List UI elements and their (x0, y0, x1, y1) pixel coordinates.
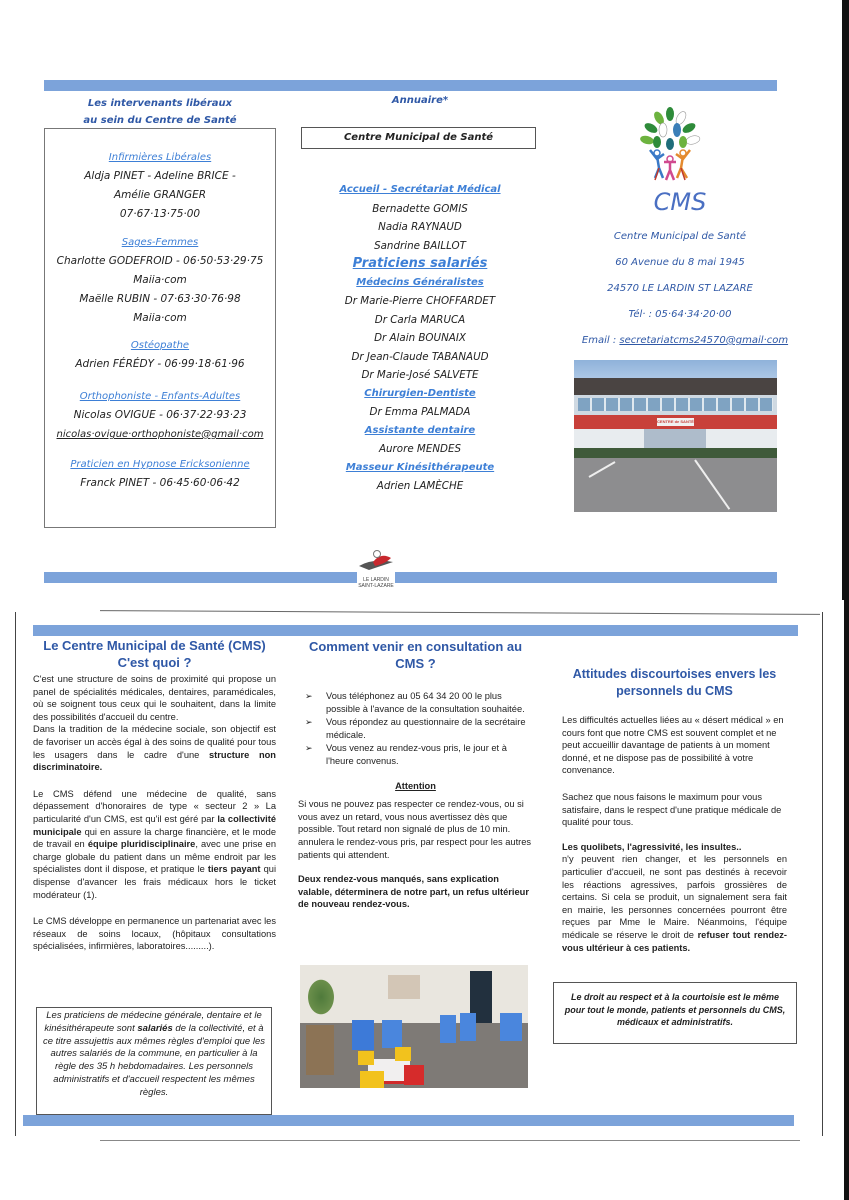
step-text: Vous venez au rendez-vous pris, le jour et à l'heure convenus. (326, 743, 507, 766)
liberaux-title-line1: Les intervenants libéraux (87, 98, 233, 109)
section-line: Charlotte GODEFROID - 06·50·53·29·75 (56, 255, 264, 267)
doctor-name: Dr Marie-José SALVETE (361, 369, 479, 381)
section-line: Aldja PINET - Adeline BRICE - (84, 170, 236, 182)
attitudes-bold-text: refuser tout rendez-vous ultérieur à ces patients. (562, 929, 787, 953)
section-line: 07·67·13·75·00 (119, 208, 201, 220)
consultation-section (298, 638, 533, 911)
building-photo (574, 360, 777, 512)
section-line: Maëlle RUBIN - 07·63·30·76·98 (79, 293, 241, 305)
attitudes-text: n'y peuvent rien changer, et les personnels en particulier d'accueil, ne sont pas destinés à recevoir les réactions agressives, parfois grossières de certains. Si cela se produit, un signalement sera fait en mairie, les personnes concernées pourront être reçues par Mme le Maire. Néanmoins, l'équipe médicale se réserve le droit de (562, 854, 787, 940)
section-line: Maiia·com (133, 312, 187, 324)
attention-title: Attention (395, 780, 436, 791)
annuaire-box-label: Centre Municipal de Santé (301, 127, 536, 149)
staff-name: Nadia RAYNAUD (378, 221, 462, 233)
attitudes-paragraph: Les difficultés actuelles liées au « désert médical » en cours font que notre CMS est souvent complet et ne peut accueillir davantage de patients à un moment donné, et ne dispose pas de possibilité à votre convenance. (562, 715, 784, 776)
top-band (44, 80, 777, 91)
cms-paragraph: Le CMS développe en permanence un partenariat avec les réseaux de soins locaux, (hôpitaux consultations spécialisées, infirmières, laboratoires.........). (33, 916, 276, 952)
bottom-fold-line (100, 1140, 800, 1141)
attitudes-paragraph: Sachez que nous faisons le maximum pour vous satisfaire, dans le respect d'une pratique médicale de qualité pour tous. (562, 791, 782, 828)
dentiste-name: Dr Emma PALMADA (369, 406, 471, 418)
praticiens-heading: Praticiens salariés (352, 256, 488, 271)
salaries-note-box (36, 1007, 272, 1115)
section-heading: Orthophoniste - Enfants-Adultes (79, 391, 241, 402)
arrow-bullet-icon: ➢ (305, 691, 313, 701)
cms-section (33, 637, 276, 953)
step-text: Vous téléphonez au 05 64 34 20 00 le plus possible à l'avance de la consultation souhaitée. (326, 691, 525, 714)
cms-text: Dans la tradition de la médecine sociale, son objectif est de favoriser un accès égal à des soins de qualité pour tous les usagers dans le cadre d'une (33, 724, 276, 760)
kine-name: Adrien LAMÈCHE (376, 480, 464, 492)
cms-bold-text: la collectivité municipale (33, 813, 276, 837)
section-heading: Sages-Femmes (121, 237, 199, 248)
note-text: de la collectivité, et à ce titre assujettis aux mêmes règles d'emploi que les autres salariés de la commune, en particulier à la règle des 35 h hebdomadaires. Les personnels administratifs et d'accueil respectent les mêmes règles. (43, 1022, 265, 1098)
contact-phone: Tél· : 05·64·34·20·00 (628, 309, 732, 320)
cms-title-line2: C'est quoi ? (117, 655, 192, 670)
assistante-heading: Assistante dentaire (364, 424, 476, 436)
attitudes-paragraph (562, 853, 787, 954)
arrow-bullet-icon: ➢ (305, 743, 313, 754)
arrow-bullet-icon: ➢ (305, 717, 313, 728)
section-osteopathe (44, 336, 276, 374)
doctor-name: Dr Jean-Claude TABANAUD (351, 350, 489, 363)
section-orthophoniste (44, 387, 276, 444)
consultation-step (298, 716, 533, 741)
section-heading: Ostéopathe (130, 340, 190, 351)
contact-email-link[interactable]: secretariatcms24570@gmail·com (619, 335, 789, 346)
doctor-name: Dr Carla MARUCA (374, 313, 466, 326)
building-sign: CENTRE de SANTÉ (657, 419, 694, 424)
cms-text: Le CMS défend une médecine de qualité, sans dépassement d'honoraires de type « secteur 2 » La particularité d'un CMS, est qu'il est géré par (33, 788, 276, 824)
doctor-name: Dr Alain BOUNAIX (374, 332, 466, 344)
cms-text: , avec une prise en charge globale du patient dans un même endroit par les spécialistes dont il dispose, et pratique le (33, 839, 277, 875)
cms-title-line1: Le Centre Municipal de Santé (CMS) (43, 638, 266, 653)
section-heading: Infirmières Libérales (108, 152, 212, 163)
annuaire-title: Annuaire* (391, 95, 449, 106)
consultation-title: Comment venir en consultation au CMS ? (308, 639, 523, 671)
cms-bold-text: structure non discriminatoire. (33, 749, 276, 773)
cms-bold-text: tiers payant (207, 864, 261, 875)
town-logo-line2: SAINT-LAZARE (358, 583, 394, 589)
section-hypnose (44, 455, 276, 493)
respect-note-box (553, 982, 797, 1044)
dentiste-heading: Chirurgien-Dentiste (364, 387, 476, 399)
town-logo-icon (355, 548, 397, 572)
cms-paragraph (33, 788, 276, 901)
cms-paragraph (33, 723, 276, 773)
section-line: Maiia·com (133, 274, 187, 286)
respect-note-text: Le droit au respect et à la courtoisie est le même pour tout le monde, patients et personnels du CMS, médicaux et administratifs. (564, 992, 786, 1027)
section-line: Adrien FÉRÉDY - 06·99·18·61·96 (75, 358, 245, 370)
cms-tree-logo (635, 106, 705, 184)
liberaux-title (44, 95, 276, 129)
section-heading: Praticien en Hypnose Ericksonienne (70, 459, 250, 470)
contact-email-row (565, 335, 805, 346)
middle-band-right (395, 572, 777, 583)
cms-text: qui dispense d'avancer les frais médicaux hors le ticket modérateur (1). (33, 864, 277, 900)
orthophoniste-email-link[interactable]: nicolas·ovigue·orthophoniste@gmail·com (56, 429, 264, 440)
accueil-heading: Accueil - Secrétariat Médical (339, 184, 501, 195)
medecins-heading: Médecins Généralistes (356, 276, 484, 288)
section-line: Nicolas OVIGUE - 06·37·22·93·23 (73, 409, 247, 421)
missed-appointments-warning: Deux rendez-vous manqués, sans explication valable, déterminera de notre part, un refus ultérieur de nouveau rendez-vous. (298, 874, 529, 910)
cms-bold-text: équipe pluridisciplinaire (87, 839, 196, 850)
bottom-band (23, 1115, 794, 1126)
doctor-name: Dr Marie-Pierre CHOFFARDET (344, 295, 496, 307)
note-bold-text: salariés (137, 1022, 173, 1034)
cms-title (33, 637, 276, 671)
email-label: Email : (581, 335, 617, 346)
tree-people-icon (635, 106, 705, 184)
section-line: Franck PINET - 06·45·60·06·42 (80, 477, 240, 489)
scan-edge (842, 0, 849, 600)
attitudes-bold-heading: Les quolibets, l'agressivité, les insultes.. (562, 841, 742, 852)
staff-name: Sandrine BAILLOT (374, 239, 466, 252)
town-logo (355, 548, 397, 592)
scan-edge-bottom (844, 600, 849, 1200)
section-infirmieres (44, 148, 276, 224)
contact-address: 60 Avenue du 8 mai 1945 (615, 257, 745, 268)
contact-city: 24570 LE LARDIN ST LAZARE (607, 283, 753, 294)
contact-name: Centre Municipal de Santé (613, 231, 747, 242)
staff-name: Bernadette GOMIS (372, 202, 468, 215)
step-text: Vous répondez au questionnaire de la secrétaire médicale. (326, 717, 526, 740)
kine-heading: Masseur Kinésithérapeute (345, 461, 495, 473)
waiting-room-photo (300, 965, 528, 1088)
assistante-name: Aurore MENDES (378, 443, 461, 455)
attitudes-title: Attitudes discourtoises envers les personnels du CMS (572, 667, 777, 698)
consultation-steps (298, 690, 533, 768)
annuaire-list (290, 181, 550, 496)
note-text: Les praticiens de médecine générale, dentaire et le kinésithérapeute sont (44, 1010, 262, 1034)
attitudes-section (562, 666, 787, 954)
town-logo-line1: LE LARDIN (363, 577, 389, 583)
consultation-step (298, 690, 533, 715)
attention-text: Si vous ne pouvez pas respecter ce rendez-vous, ou si vous avez un retard, vous nous avertissez dès que possible. Tout retard non signalé de plus de 10 min. annulera le rendez-vous pris, par respect pour les autres patients qui attendent. (298, 799, 532, 860)
section-sages-femmes (44, 233, 276, 328)
middle-band-left (44, 572, 357, 583)
bottom-top-band (33, 625, 798, 636)
liberaux-title-line2: au sein du Centre de Santé (83, 115, 237, 126)
cms-text: qui en assure la charge financière, et le mode de travail en (33, 826, 276, 850)
section-line: Amélie GRANGER (113, 189, 207, 201)
cms-paragraph: C'est une structure de soins de proximité qui propose un panel de spécialités médicales, dentaires, paramédicales, où se soignent tous ceux qui le souhaitent, dans la limite des possibilités d'accueil du centre. (33, 674, 276, 722)
consultation-step (298, 742, 533, 767)
cms-logo-text: CMS (653, 188, 707, 216)
